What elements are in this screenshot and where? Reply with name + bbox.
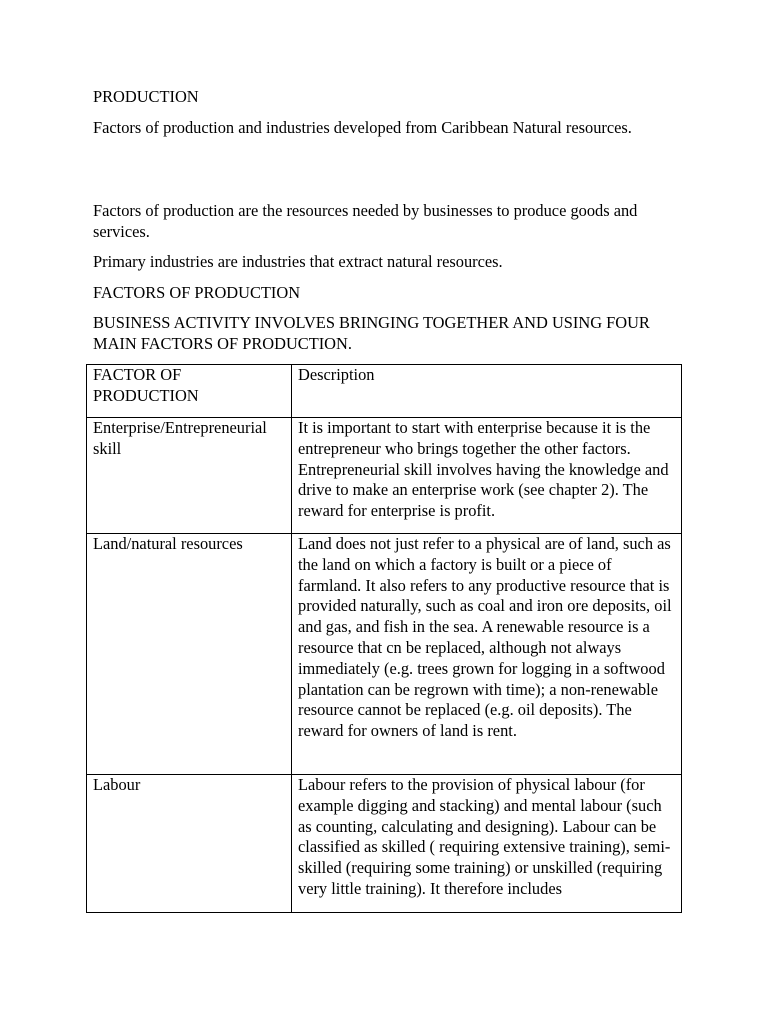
table-header-row	[87, 365, 682, 418]
row-factor: Land/natural resources	[87, 534, 292, 775]
factors-table	[86, 364, 682, 913]
heading-factors-of-production: FACTORS OF PRODUCTION	[93, 283, 301, 302]
business-activity-statement: BUSINESS ACTIVITY INVOLVES BRINGING TOGETHER AND USING FOUR MAIN FACTORS OF PRODUCTION.	[93, 313, 650, 353]
row-factor: Enterprise/Entrepreneurial skill	[87, 418, 292, 534]
intro-line: Factors of production and industries developed from Caribbean Natural resources.	[93, 118, 632, 137]
definition-primary-industries: Primary industries are industries that extract natural resources.	[93, 252, 503, 271]
row-description: Labour refers to the provision of physical labour (for example digging and stacking) and mental labour (such as counting, calculating and designing). Labour can be classified as skilled ( requiring extensive training), semi-skilled (requiring some training) or unskilled (requiring very little training). It therefore includes	[292, 775, 682, 913]
row-description: It is important to start with enterprise because it is the entrepreneur who brings together the other factors. Entrepreneurial skill involves having the knowledge and drive to make an enterprise work (see chapter 2). The reward for enterprise is profit.	[292, 418, 682, 534]
table-row	[87, 775, 682, 913]
table-row	[87, 534, 682, 775]
row-factor: Labour	[87, 775, 292, 913]
header-factor: FACTOR OF PRODUCTION	[87, 365, 292, 418]
header-description: Description	[292, 365, 682, 418]
heading-production: PRODUCTION	[93, 87, 199, 106]
table-row	[87, 418, 682, 534]
row-description: Land does not just refer to a physical are of land, such as the land on which a factory is built or a piece of farmland. It also refers to any productive resource that is provided naturally, such as coal and iron ore deposits, oil and gas, and fish in the sea. A renewable resource is a resource that cn be replaced, although not always immediately (e.g. trees grown for logging in a softwood plantation can be regrown with time); a non-renewable resource cannot be replaced (e.g. oil deposits). The reward for owners of land is rent.	[292, 534, 682, 775]
definition-factors: Factors of production are the resources needed by businesses to produce goods and services.	[93, 201, 638, 241]
